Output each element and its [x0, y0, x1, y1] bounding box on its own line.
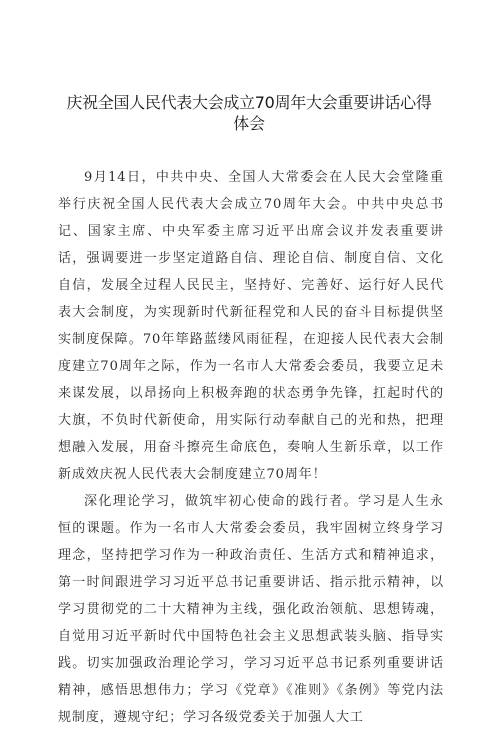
document-body [58, 164, 444, 731]
body-paragraph-1: 9月14日，中共中央、全国人大常委会在人民大会堂隆重举行庆祝全国人民代表大会成立70周年大会。中共中央总书记、国家主席、中央军委主席习近平出席会议并发表重要讲话，强调要进一步坚定道路自信、理论自信、制度自信、文化自信，发展全过程人民民主，坚持好、完善好、运行好人民代表大会制度，为实现新时代新征程党和人民的奋斗目标提供坚实制度保障。70年筚路蓝缕风雨征程，在迎接人民代表大会制度建立70周年之际，作为一名市人大常委会委员，我要立足未来谋发展，以昂扬向上积极奔跑的状态勇争先锋，扛起时代的大旗，不负时代新使命，用实际行动奉献自己的光和热，把理想融入发展，用奋斗擦亮生命底色，奏响人生新乐章，以工作新成效庆祝人民代表大会制度建立70周年！ [58, 170, 444, 482]
document-title: 庆祝全国人民代表大会成立70周年大会重要讲话心得体会 [66, 93, 432, 133]
body-paragraph-2: 深化理论学习，做筑牢初心使命的践行者。学习是人生永恒的课题。作为一名市人大常委会委员，我牢固树立终身学习理念，坚持把学习作为一种政治责任、生活方式和精神追求，第一时间跟进学习习近平总书记重要讲话、指示批示精神，以学习贯彻党的二十大精神为主线，强化政治领航、思想铸魂，自觉用习近平新时代中国特色社会主义思想武装头脑、指导实践。切实加强政治理论学习，学习习近平总书记系列重要讲话精神，感悟思想伟力；学习《党章》《准则》《条例》等党内法规制度，遵规守纪；学习各级党委关于加强人大工 [58, 494, 444, 725]
